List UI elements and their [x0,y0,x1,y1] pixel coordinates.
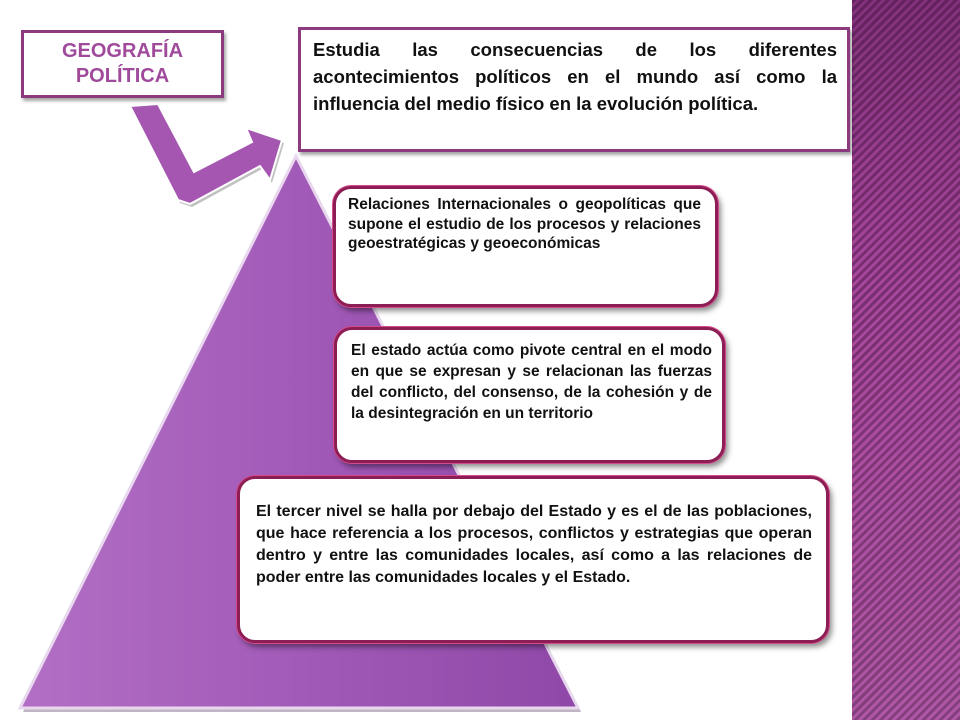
definition-box [298,27,850,152]
topic-title-line-1: GEOGRAFÍA [61,40,184,62]
side-stripe-shading [852,0,960,720]
level-1-text: Relaciones Internacionales o geopolíticas que supone el estudio de los procesos y relaciones geoestratégicas y geoeconómicas [348,196,701,252]
level-1-box [333,186,718,307]
topic-title-box [21,30,224,98]
definition-text: Estudia las consecuencias de los diferentes acontecimientos políticos en el mundo así como la influencia del medio físico en la evolución política. [313,39,837,114]
connector-arrow [120,100,300,210]
level-2-box [334,327,725,463]
level-3-box [237,476,829,643]
level-2-text: El estado actúa como pivote central en el modo en que se expresan y se relacionan las fuerzas del conflicto, del consenso, de la cohesión y de la desintegración en un territorio [351,342,712,422]
topic-title-line-2: POLÍTICA [75,65,170,87]
level-3-text: El tercer nivel se halla por debajo del Estado y es el de las poblaciones, que hace referencia a los procesos, conflictos y estrategias que operan dentro y entre las comunidades locales, así como a las relaciones de poder entre las comunidades locales y el Estado. [256,503,812,586]
